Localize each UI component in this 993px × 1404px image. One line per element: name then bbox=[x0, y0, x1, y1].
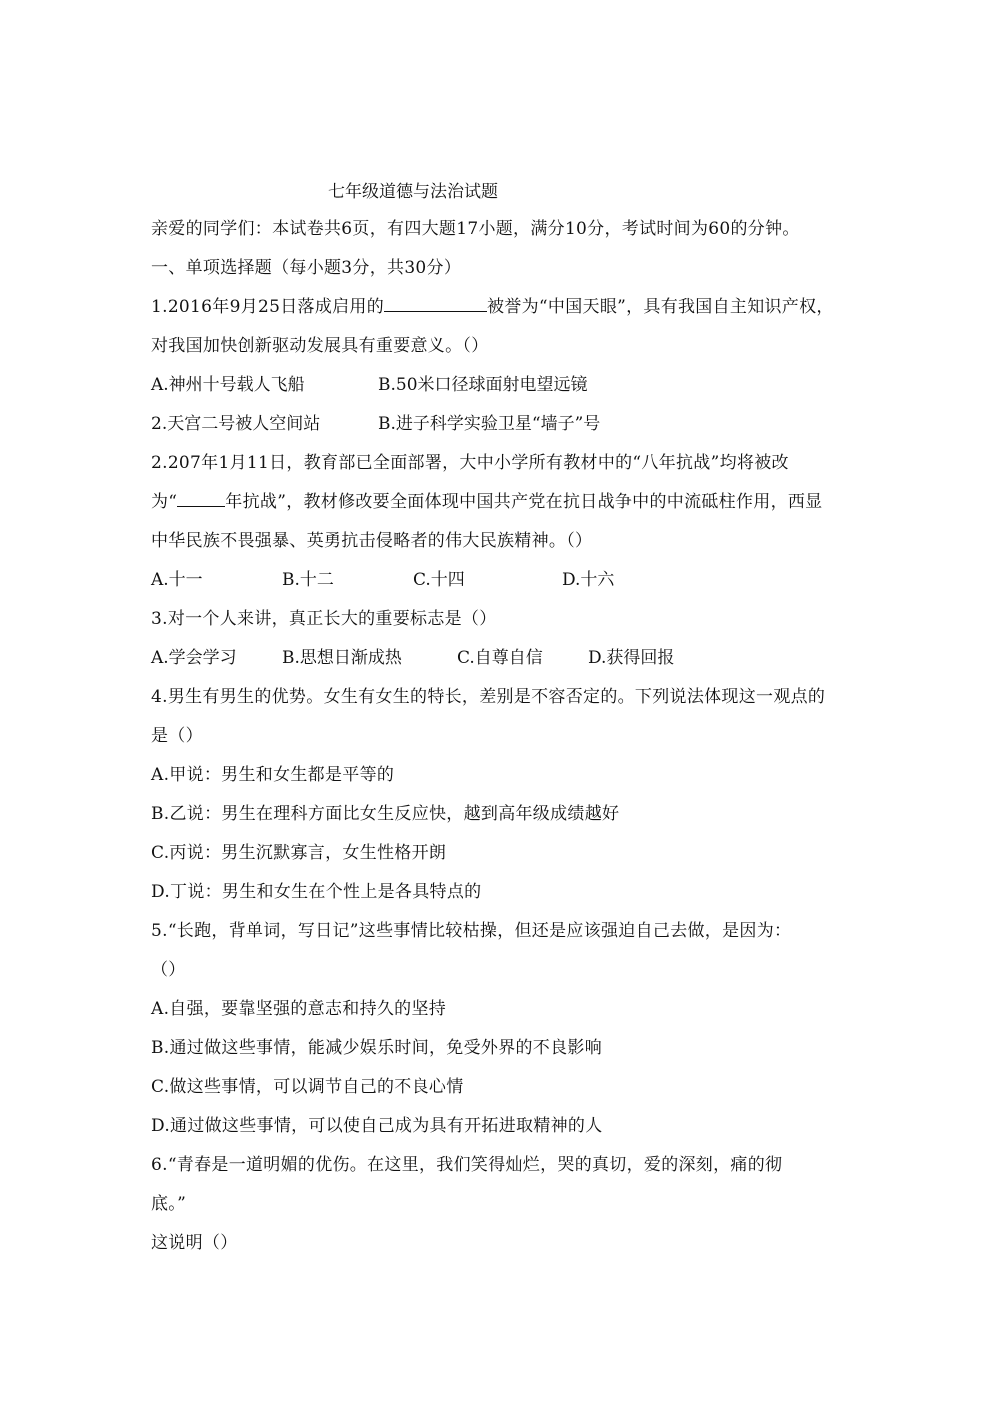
question-2-stem-line2 bbox=[151, 491, 823, 513]
q4-option-b: B.乙说：男生在理科方面比女生反应快，越到高年级成绩越好 bbox=[151, 804, 620, 824]
question-1-stem bbox=[151, 296, 834, 318]
q1-option-d: B.进子科学实验卫星“墙子”号 bbox=[378, 414, 601, 434]
q1-option-c: 2.天宫二号被人空间站 bbox=[151, 414, 321, 434]
q3-option-a: A.学会学习 bbox=[151, 648, 237, 668]
question-3-stem: 3.对一个人来讲，真正长大的重要标志是（） bbox=[151, 609, 497, 629]
q1-stem-after: 被誉为“中国天眼”，具有我国自主知识产权， bbox=[487, 297, 834, 317]
q5-option-c: C.做这些事情，可以调节自己的不良心情 bbox=[151, 1077, 464, 1097]
q4-option-c: C.丙说：男生沉默寡言，女生性格开朗 bbox=[151, 843, 447, 863]
q2-option-a: A.十一 bbox=[151, 570, 203, 590]
q1-option-a: A.神州十号载人飞船 bbox=[151, 375, 305, 395]
q1-answer-blank bbox=[384, 296, 487, 312]
question-5-stem-line2: （） bbox=[151, 960, 186, 980]
question-5-stem: 5.“长跑，背单词，写日记”这些事情比较枯操，但还是应该强迫自己去做，是因为： bbox=[151, 921, 792, 941]
question-4-stem-line2: 是（） bbox=[151, 726, 203, 746]
intro-text: 亲爱的同学们：本试卷共6页，有四大题17小题，满分10分，考试时间为60的分钟。 bbox=[151, 219, 800, 239]
question-6-stem: 6.“青春是一道明媚的优伤。在这里，我们笑得灿烂，哭的真切，爱的深刻，痛的彻 bbox=[151, 1155, 783, 1175]
q3-option-d: D.获得回报 bbox=[588, 648, 675, 668]
q5-option-b: B.通过做这些事情，能减少娱乐时间，免受外界的不良影响 bbox=[151, 1038, 602, 1058]
q4-option-d: D.丁说：男生和女生在个性上是各具特点的 bbox=[151, 882, 482, 902]
q2-option-b: B.十二 bbox=[282, 570, 334, 590]
question-2-stem-line3: 中华民族不畏强暴、英勇抗击侵略者的伟大民族精神。（） bbox=[151, 531, 593, 551]
q3-option-c: C.自尊自信 bbox=[457, 648, 543, 668]
question-4-stem: 4.男生有男生的优势。女生有女生的特长，差别是不容否定的。下列说法体现这一观点的 bbox=[151, 687, 826, 707]
section-heading: 一、单项选择题（每小题3分，共30分） bbox=[151, 258, 462, 278]
question-1-stem-line2: 对我国加快创新驱动发展具有重要意义。（） bbox=[151, 336, 489, 356]
q5-option-a: A.自强，要靠坚强的意志和持久的坚持 bbox=[151, 999, 447, 1019]
q4-option-a: A.甲说：男生和女生都是平等的 bbox=[151, 765, 395, 785]
question-2-stem: 2.207年1月11日，教育部已全面部署，大中小学所有教材中的“八年抗战”均将被改 bbox=[151, 453, 789, 473]
q5-option-d: D.通过做这些事情，可以使自己成为具有开拓进取精神的人 bbox=[151, 1116, 603, 1136]
q2-stem-after: 年抗战”，教材修改要全面体现中国共产党在抗日战争中的中流砥柱作用，西显 bbox=[225, 492, 823, 512]
question-6-stem-line3: 这说明（） bbox=[151, 1233, 238, 1253]
question-6-stem-line2: 底。” bbox=[151, 1194, 187, 1214]
q2-answer-blank bbox=[177, 491, 225, 507]
q2-option-d: D.十六 bbox=[562, 570, 615, 590]
q3-option-b: B.思想日渐成热 bbox=[282, 648, 402, 668]
q2-stem-before: 为“ bbox=[151, 492, 178, 512]
q2-option-c: C.十四 bbox=[413, 570, 465, 590]
q1-stem-before: 1.2016年9月25日落成启用的 bbox=[151, 297, 385, 317]
page-title: 七年级道德与法治试题 bbox=[328, 182, 498, 202]
q1-option-b: B.50米口径球面射电望远镜 bbox=[378, 375, 588, 395]
